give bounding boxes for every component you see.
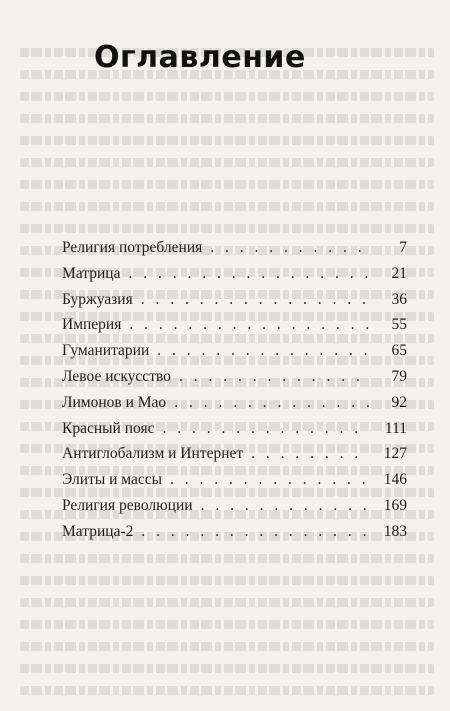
toc-entry-page: 55 <box>391 316 407 334</box>
toc-entry-title: Гуманитарии <box>62 342 150 360</box>
toc-leader-dots <box>157 338 369 364</box>
table-of-contents <box>62 235 407 545</box>
toc-leader-dots <box>210 235 369 261</box>
toc-leader-dots <box>141 519 369 545</box>
toc-leader-dots <box>179 364 369 390</box>
toc-entry-title: Религия потребления <box>62 239 203 256</box>
toc-entry-page: 169 <box>383 496 407 514</box>
toc-leader-dots <box>128 261 369 287</box>
toc-entry-page: 183 <box>383 522 407 540</box>
toc-entry-page: 92 <box>391 393 407 411</box>
toc-entry-title: Матрица <box>62 264 121 282</box>
toc-entry <box>62 338 407 364</box>
toc-entry-page: 127 <box>383 445 407 463</box>
toc-leader-dots <box>174 390 369 416</box>
toc-entry-title: Антиглобализм и Интернет <box>62 445 244 463</box>
toc-entry-page: 111 <box>384 419 407 437</box>
toc-entry-title: Лимонов и Мао <box>62 393 167 411</box>
toc-leader-dots <box>141 287 369 313</box>
toc-entry <box>62 390 407 416</box>
toc-entry <box>62 312 407 338</box>
toc-entry <box>62 235 407 261</box>
page-title: Оглавление <box>94 40 306 75</box>
toc-entry <box>62 467 407 493</box>
toc-entry-title: Религия революции <box>62 496 193 514</box>
toc-entry-title: Матрица-2 <box>62 522 134 540</box>
toc-entry-title: Буржуазия <box>62 290 133 308</box>
toc-entry-title: Элиты и массы <box>62 471 163 489</box>
toc-leader-dots <box>129 312 369 338</box>
toc-leader-dots <box>163 416 370 442</box>
toc-leader-dots <box>170 467 369 493</box>
toc-entry-page: 79 <box>391 367 407 385</box>
toc-entry-title: Империя <box>62 316 122 334</box>
toc-entry <box>62 287 407 313</box>
toc-entry-page: 21 <box>391 264 407 282</box>
toc-leader-dots <box>201 493 369 519</box>
toc-entry-title: Левое искусство <box>62 367 171 385</box>
toc-entry <box>62 441 407 467</box>
toc-leader-dots <box>251 441 369 467</box>
toc-entry-page: 7 <box>399 239 407 256</box>
toc-entry-title: Красный пояс <box>62 419 155 437</box>
toc-entry <box>62 364 407 390</box>
toc-entry <box>62 519 407 545</box>
toc-entry-page: 36 <box>391 290 407 308</box>
toc-entry <box>62 416 407 442</box>
toc-entry <box>62 261 407 287</box>
toc-entry <box>62 493 407 519</box>
toc-entry-page: 65 <box>391 342 407 360</box>
toc-entry-page: 146 <box>383 471 407 489</box>
